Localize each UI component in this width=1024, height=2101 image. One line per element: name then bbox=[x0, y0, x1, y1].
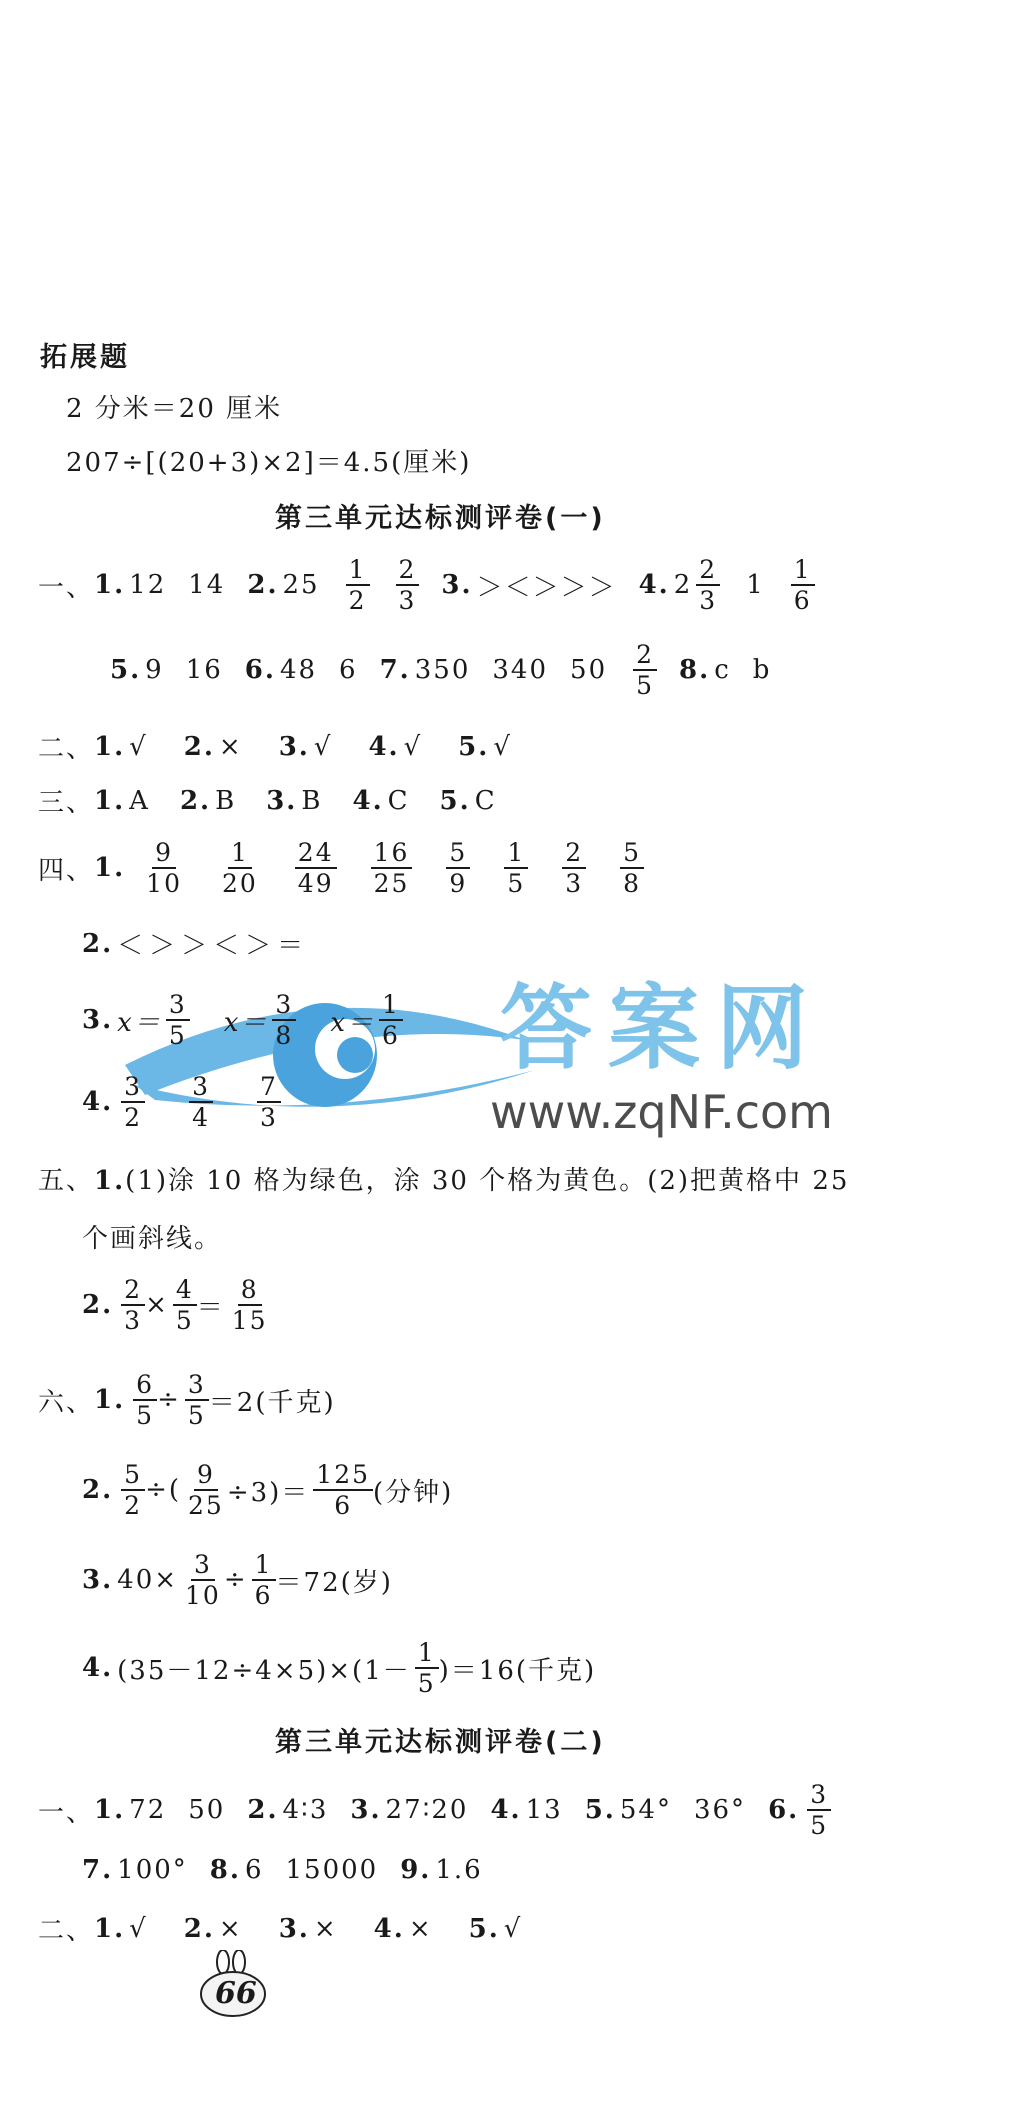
q-num: 6. bbox=[244, 655, 276, 685]
section-label: 二、 bbox=[38, 734, 95, 764]
watermark-text: 答案网 bbox=[500, 975, 825, 1082]
q-num: 5. bbox=[110, 655, 142, 685]
answer: 48 bbox=[279, 655, 318, 685]
fraction: $\frac{1}{5}$ bbox=[504, 838, 528, 898]
fraction: $\frac{2}{3}$ bbox=[396, 555, 420, 615]
answer: 340 bbox=[492, 655, 549, 685]
test1-s1-line1 bbox=[38, 555, 837, 615]
watermark bbox=[105, 945, 885, 1165]
q-num: 2. bbox=[247, 570, 279, 600]
test1-title: 第三单元达标测评卷(一) bbox=[275, 503, 606, 534]
fraction: $\frac{1}{20}$ bbox=[221, 838, 258, 898]
test1-s6-q2: 2. $\frac{5}{2}$ ÷( $\frac{9}{25}$ ÷3)＝ $\frac{125}{6}$ (分钟) bbox=[82, 1460, 454, 1520]
section-label: 一、 bbox=[38, 572, 95, 603]
fraction: $\frac{2}{5}$ bbox=[633, 640, 657, 700]
fraction: $\frac{9}{10}$ bbox=[146, 838, 182, 898]
answer: b bbox=[752, 655, 772, 685]
test1-s2: 二、 1. √ 2. × 3. √ 4. √ 5. √ bbox=[38, 728, 534, 765]
test1-s6-q4: 4. (35－12÷4×5)×(1－ $\frac{1}{5}$ )＝16(千克) bbox=[82, 1638, 597, 1698]
mixed-number: 2 $\frac{2}{3}$ bbox=[674, 555, 724, 615]
answer: 25 bbox=[282, 570, 320, 600]
fraction: $\frac{1}{6}$ bbox=[791, 555, 815, 615]
section-label: 四、 bbox=[38, 855, 95, 886]
q-num: 4. bbox=[638, 570, 670, 600]
test1-s3: 三、 1. A 2. B 3. B 4. C 5. C bbox=[38, 782, 519, 819]
answer: 9 bbox=[145, 655, 164, 685]
q-num: 1. bbox=[94, 570, 126, 600]
answer: 16 bbox=[185, 655, 223, 685]
answer: ＞＜＞＞＞ bbox=[476, 572, 617, 603]
watermark-url: www.zqNF.com bbox=[490, 1085, 833, 1139]
answer: 12 bbox=[129, 570, 167, 600]
answer: 1 bbox=[746, 570, 765, 600]
q-num: 3. bbox=[441, 570, 473, 600]
answer: 350 bbox=[414, 655, 471, 685]
page-number: 66 bbox=[215, 1976, 257, 2011]
answer: 6 bbox=[339, 655, 358, 685]
q-num: 7. bbox=[379, 655, 411, 685]
fraction: $\frac{1}{2}$ bbox=[346, 555, 370, 615]
test1-s5-q1: 五、1.(1)涂 10 格为绿色，涂 30 个格为黄色。(2)把黄格中 25 bbox=[38, 1166, 850, 1196]
fraction: $\frac{16}{25}$ bbox=[371, 838, 413, 898]
test1-s5-q1-cont: 个画斜线。 bbox=[82, 1224, 223, 1254]
fraction: $\frac{5}{8}$ bbox=[620, 838, 644, 898]
test1-s4-q4: 4. $\frac{3}{2}$ $\frac{3}{4}$ $\frac{7}{3}$ bbox=[82, 1072, 303, 1132]
test2-s1-line1: 一、 1. 72 50 2. 4∶3 3. 27∶20 4. 13 5. 54° 36° 6. $\frac{3}{5}$ bbox=[38, 1780, 853, 1840]
test1-s4-q2: 2. ＜＞＞＜＞＝ bbox=[82, 928, 310, 961]
test2-title: 第三单元达标测评卷(二) bbox=[275, 1727, 606, 1758]
test1-s5-q2: 2. $\frac{2}{3}$ × $\frac{4}{5}$ ＝ $\frac{8}{15}$ bbox=[82, 1275, 268, 1335]
page-number-badge bbox=[195, 1950, 275, 2020]
q-num: 8. bbox=[679, 655, 711, 685]
test2-s2: 二、 1. √ 2. × 3. × 4. × 5. √ bbox=[38, 1913, 523, 1946]
answer: 50 bbox=[570, 655, 608, 685]
test1-s6-q3: 3. 40× $\frac{3}{10}$ ÷ $\frac{1}{6}$ ＝72(岁) bbox=[82, 1550, 393, 1610]
extension-line-2: 207÷[(20+3)×2]＝4.5(厘米) bbox=[66, 448, 472, 478]
section-label: 三、 bbox=[38, 788, 95, 818]
test1-s4-q1: 四、 1. $\frac{9}{10}$ $\frac{1}{20}$ $\frac{24}{49}$ $\frac{16}{25}$ $\frac{5}{9}$ $\frac{1}{5}$ $\frac{2}{3}$ $\frac{5}{8}$ bbox=[38, 838, 666, 898]
answer: c bbox=[714, 655, 731, 685]
test2-s1-line2: 7. 100° 8. 6 15000 9. 1.6 bbox=[82, 1855, 483, 1885]
extension-line-1: 2 分米＝20 厘米 bbox=[66, 394, 283, 424]
fraction: $\frac{24}{49}$ bbox=[295, 838, 337, 898]
answer: 14 bbox=[188, 570, 226, 600]
fraction: $\frac{2}{3}$ bbox=[562, 838, 586, 898]
fraction: $\frac{5}{9}$ bbox=[446, 838, 470, 898]
test1-s4-q3: 3. x＝ $\frac{3}{5}$ x＝ $\frac{3}{8}$ x＝ $\frac{1}{6}$ bbox=[82, 990, 425, 1050]
extension-heading: 拓展题 bbox=[40, 342, 130, 373]
test1-s1-line2 bbox=[110, 640, 793, 700]
test1-s6-q1: 六、 1. $\frac{6}{5}$ ÷ $\frac{3}{5}$ ＝2(千克) bbox=[38, 1370, 336, 1430]
